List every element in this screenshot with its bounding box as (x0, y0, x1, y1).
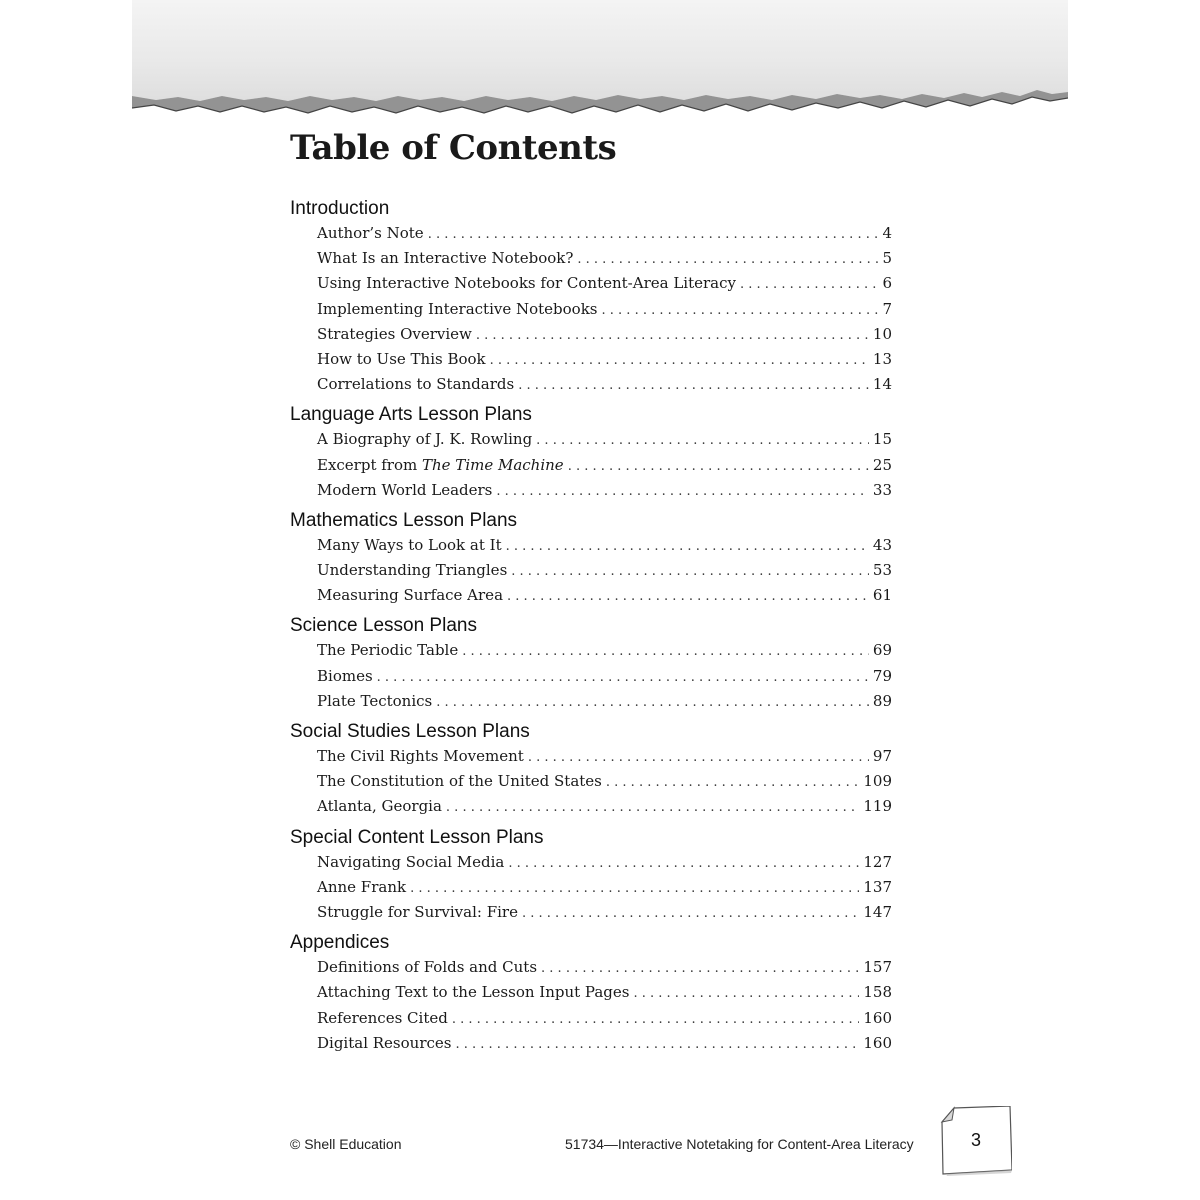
entry-label: Definitions of Folds and Cuts (317, 958, 538, 977)
dot-leader (522, 901, 859, 926)
entry-page-number: 10 (872, 324, 892, 343)
toc-entry[interactable] (290, 453, 892, 478)
entry-label: Anne Frank (317, 877, 407, 896)
entry-label: The Constitution of the United States (317, 772, 602, 791)
entry-page-number: 15 (872, 430, 892, 449)
dot-leader (436, 690, 869, 715)
dot-leader (606, 770, 859, 795)
entry-page-number: 14 (872, 375, 892, 394)
dot-leader (455, 1032, 859, 1057)
entry-page-number: 43 (872, 535, 892, 554)
entry-page-number: 25 (872, 455, 892, 474)
entry-page-number: 89 (872, 691, 892, 710)
section-heading: Special Content Lesson Plans (290, 826, 544, 848)
dot-leader (410, 876, 859, 901)
entry-page-number: 119 (863, 797, 892, 816)
toc-section-science (290, 613, 892, 714)
dot-leader (476, 323, 869, 348)
section-heading: Science Lesson Plans (290, 615, 477, 637)
toc-section-introduction (290, 196, 892, 397)
toc-entry[interactable] (290, 850, 892, 875)
entry-page-number: 137 (863, 877, 892, 896)
entry-label: Plate Tectonics (317, 691, 433, 710)
dot-leader (452, 1007, 860, 1032)
dot-leader (536, 428, 869, 453)
toc-section-mathematics (290, 508, 892, 609)
toc-section-special-content (290, 825, 892, 926)
entry-label: A Biography of J. K. Rowling (317, 430, 533, 449)
dot-leader (462, 639, 869, 664)
entry-label: Correlations to Standards (317, 375, 515, 394)
entry-page-number: 7 (882, 299, 892, 318)
entry-page-number: 6 (882, 274, 892, 293)
entry-page-number: 109 (863, 772, 892, 791)
dot-leader (377, 665, 869, 690)
entry-page-number: 33 (872, 480, 892, 499)
entry-page-number: 160 (863, 1008, 892, 1027)
toc-entry[interactable] (290, 744, 892, 769)
toc-entry[interactable] (290, 271, 892, 296)
dot-leader (518, 373, 869, 398)
toc-entry[interactable] (290, 427, 892, 452)
page-title: Table of Contents (290, 128, 617, 168)
entry-label: Author’s Note (317, 224, 424, 242)
entry-label-italic: The Time Machine (422, 455, 564, 474)
dot-leader (508, 851, 859, 876)
entry-label: Digital Resources (317, 1033, 452, 1052)
section-heading: Mathematics Lesson Plans (290, 509, 518, 531)
footer-copyright: © Shell Education (290, 1136, 402, 1152)
entry-page-number: 4 (882, 224, 892, 242)
torn-paper-header (132, 0, 1068, 118)
entry-page-number: 53 (872, 561, 892, 580)
dot-leader (602, 298, 879, 323)
entry-page-number: 13 (872, 349, 892, 368)
entry-label: References Cited (317, 1008, 448, 1027)
dot-leader (568, 454, 869, 479)
toc-entry[interactable] (290, 1031, 892, 1056)
entry-label: Understanding Triangles (317, 561, 508, 580)
toc-entry[interactable] (290, 221, 892, 246)
dot-leader (541, 956, 859, 981)
entry-label: Navigating Social Media (317, 852, 505, 871)
dot-leader (511, 559, 869, 584)
section-heading: Language Arts Lesson Plans (290, 404, 532, 426)
entry-page-number: 160 (863, 1033, 892, 1052)
toc-entry[interactable] (290, 794, 892, 819)
dot-leader (428, 222, 879, 247)
dot-leader (740, 272, 878, 297)
entry-page-number: 61 (872, 586, 892, 605)
entry-label: Measuring Surface Area (317, 586, 504, 605)
toc-entry[interactable] (290, 1006, 892, 1031)
toc-entry[interactable] (290, 372, 892, 397)
entry-label: Attaching Text to the Lesson Input Pages (317, 983, 630, 1002)
entry-page-number: 147 (863, 902, 892, 921)
entry-label: The Periodic Table (317, 641, 459, 660)
entry-page-number: 97 (872, 747, 892, 765)
entry-label: Using Interactive Notebooks for Content-Area Literacy (317, 274, 736, 293)
entry-label: Strategies Overview (317, 324, 472, 343)
dot-leader (528, 745, 869, 770)
entry-label: Many Ways to Look at It (317, 535, 502, 554)
entry-page-number: 79 (872, 666, 892, 685)
entry-label: The Civil Rights Movement (317, 747, 524, 765)
entry-page-number: 158 (863, 983, 892, 1002)
entry-label: Implementing Interactive Notebooks (317, 299, 598, 318)
toc-entry[interactable] (290, 955, 892, 980)
dot-leader (490, 348, 869, 373)
entry-label: Atlanta, Georgia (317, 797, 442, 816)
entry-page-number: 5 (882, 249, 892, 268)
section-heading: Appendices (290, 932, 390, 954)
toc-section-appendices (290, 930, 892, 1056)
dot-leader (506, 534, 869, 559)
toc-entry[interactable] (290, 664, 892, 689)
page-number: 3 (970, 1130, 981, 1150)
toc-entry[interactable] (290, 689, 892, 714)
toc-entry[interactable] (290, 980, 892, 1005)
entry-page-number: 157 (863, 958, 892, 977)
entry-label: How to Use This Book (317, 349, 486, 368)
toc-entry[interactable] (290, 478, 892, 503)
section-heading: Introduction (290, 198, 390, 219)
toc-entry[interactable] (290, 769, 892, 794)
toc-entry[interactable] (290, 322, 892, 347)
toc-entry[interactable] (290, 246, 892, 271)
toc-section-social-studies (290, 719, 892, 820)
page (132, 0, 1068, 1200)
table-of-contents (290, 196, 892, 1056)
dot-leader (633, 981, 859, 1006)
entry-page-number: 127 (863, 852, 892, 871)
toc-section-language-arts (290, 402, 892, 503)
page-number-tab (940, 1106, 1012, 1176)
torn-paper-graphic (132, 0, 1068, 118)
section-heading: Social Studies Lesson Plans (290, 721, 530, 742)
entry-label: What Is an Interactive Notebook? (317, 249, 574, 268)
dot-leader (577, 247, 878, 272)
toc-entry[interactable] (290, 297, 892, 322)
toc-entry[interactable] (290, 638, 892, 663)
entry-label-prefix: Excerpt from (317, 455, 422, 474)
toc-entry[interactable] (290, 900, 892, 925)
dot-leader (446, 795, 859, 820)
dot-leader (496, 479, 869, 504)
toc-entry[interactable] (290, 558, 892, 583)
toc-entry[interactable] (290, 875, 892, 900)
entry-label: Struggle for Survival: Fire (317, 902, 518, 921)
entry-page-number: 69 (872, 641, 892, 660)
entry-label: Modern World Leaders (317, 480, 493, 499)
entry-label: Biomes (317, 666, 373, 685)
entry-label (317, 453, 564, 478)
toc-entry[interactable] (290, 533, 892, 558)
toc-entry[interactable] (290, 583, 892, 608)
footer-book-title: 51734—Interactive Notetaking for Content-Area Literacy (565, 1136, 914, 1152)
toc-entry[interactable] (290, 347, 892, 372)
dot-leader (507, 584, 869, 609)
